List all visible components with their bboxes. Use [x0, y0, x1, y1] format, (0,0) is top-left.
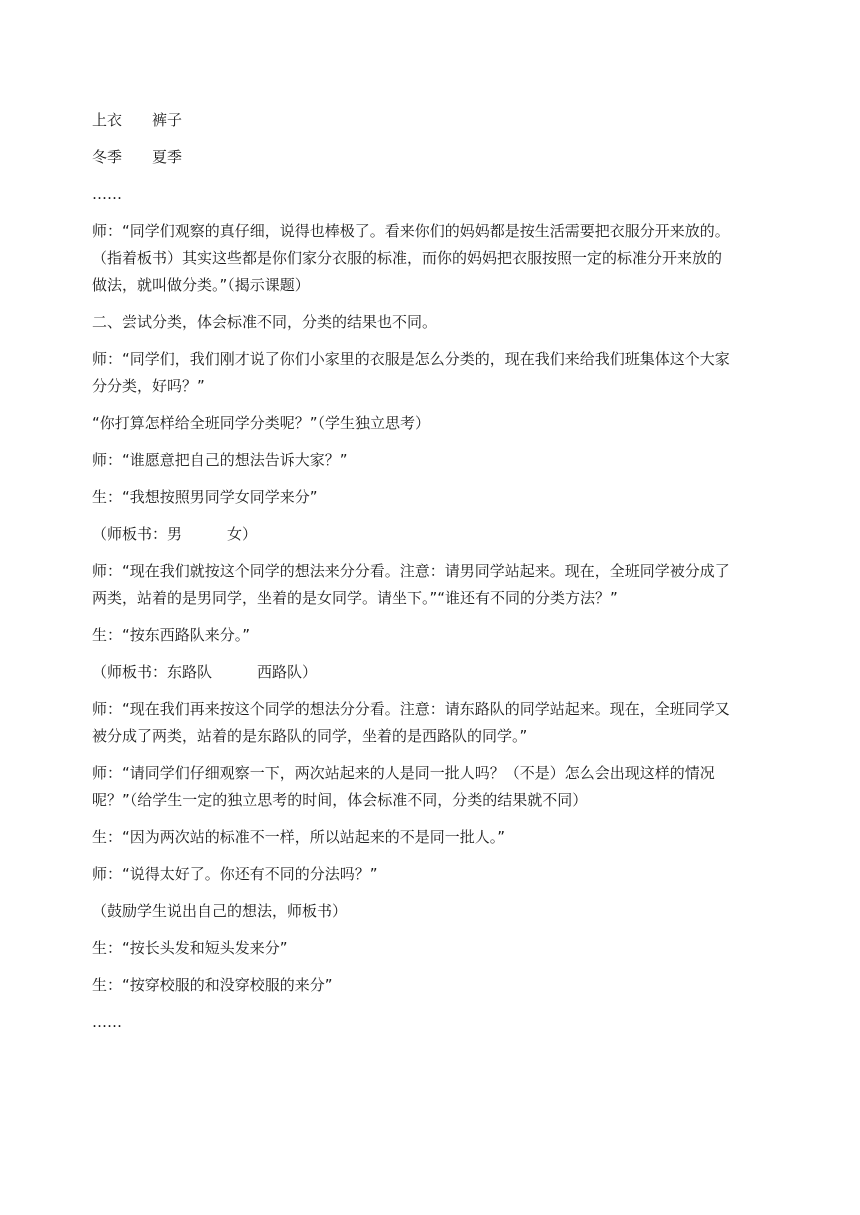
paragraph-teacher-gender: 师：“现在我们就按这个同学的想法来分分看。注意：请男同学站起来。现在，全班同学被分成了两类，站着的是男同学，坐着的是女同学。请坐下。”“谁还有不同的分类方法？”: [92, 562, 730, 607]
paragraph-teacher-route: 师：“现在我们再来按这个同学的想法分分看。注意：请东路队的同学站起来。现在，全班同学又被分成了两类，站着的是东路队的同学，坐着的是西路队的同学。”: [92, 700, 730, 745]
paragraph-board-route: （师板书：东路队 西路队）: [92, 663, 318, 681]
paragraph-ellipsis: ……: [92, 185, 122, 203]
document-body: [92, 107, 732, 1046]
paragraph-student-hair: 生：“按长头发和短头发来分”: [92, 939, 288, 957]
paragraph-clothing-types: 上衣 裤子: [92, 111, 183, 129]
paragraph-student-uniform: 生：“按穿校服的和没穿校服的来分”: [92, 976, 333, 994]
paragraph-student-gender: 生：“我想按照男同学女同学来分”: [92, 488, 318, 506]
paragraph-student-reason: 生：“因为两次站的标准不一样，所以站起来的不是同一批人。”: [92, 828, 506, 846]
paragraph-teacher-ask: 师：“谁愿意把自己的想法告诉大家？”: [92, 451, 348, 469]
paragraph-question: “你打算怎样给全班同学分类呢？”（学生独立思考）: [92, 414, 431, 432]
paragraph-student-route: 生：“按东西路队来分。”: [92, 626, 251, 644]
paragraph-teacher-intro: 师：“同学们，我们刚才说了你们小家里的衣服是怎么分类的，现在我们来给我们班集体这个大家分分类，好吗？”: [92, 350, 730, 395]
paragraph-seasons: 冬季 夏季: [92, 148, 183, 166]
paragraph-ellipsis-end: ……: [92, 1013, 122, 1031]
paragraph-board-gender: （师板书：男 女）: [92, 525, 258, 543]
section-heading: 二、尝试分类，体会标准不同，分类的结果也不同。: [92, 313, 438, 331]
paragraph-teacher-compare: 师：“请同学们仔细观察一下，两次站起来的人是同一批人吗？（不是）怎么会出现这样的情况呢？”（给学生一定的独立思考的时间，体会标准不同，分类的结果就不同）: [92, 764, 715, 809]
paragraph-encourage: （鼓励学生说出自己的想法，师板书）: [92, 902, 348, 920]
paragraph-teacher-summary: 师：“同学们观察的真仔细，说得也棒极了。看来你们的妈妈都是按生活需要把衣服分开来放的。（指着板书）其实这些都是你们家分衣服的标准，而你的妈妈把衣服按照一定的标准分开来放的做法，就叫做分类。”（揭示课题）: [92, 222, 730, 294]
paragraph-teacher-praise: 师：“说得太好了。你还有不同的分法吗？”: [92, 865, 378, 883]
